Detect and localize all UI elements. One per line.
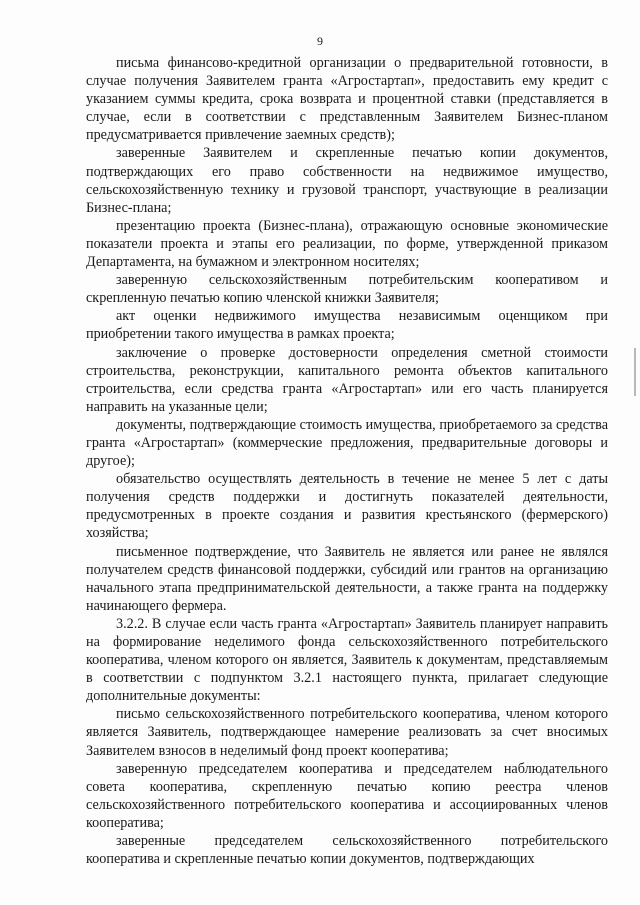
paragraph-cost-documents: документы, подтверждающие стоимость имущества, приобретаемого за средства гранта «Агростартап» (коммерческие предложения, предварительные договоры и другое);: [86, 416, 608, 470]
paragraph-membership-book: заверенную сельскохозяйственным потребительским кооперативом и скрепленную печатью копию членской книжки Заявителя;: [86, 272, 608, 307]
paragraph-cooperative-documents: заверенные председателем сельскохозяйственного потребительского кооператива и скрепленные печатью копии документов, подтверждающих: [86, 833, 608, 868]
page-number: 9: [317, 34, 323, 48]
paragraph-project-presentation: презентацию проекта (Бизнес-плана), отражающую основные экономические показатели проекта и этапы его реализации, по форме, утвержденной приказом Департамента, на бумажном и электронном носителях;: [86, 217, 608, 271]
paragraph-valuation-act: акт оценки недвижимого имущества независимым оценщиком при приобретении такого имущества в рамках проекта;: [86, 308, 608, 343]
paragraph-bank-letter: письма финансово-кредитной организации о предварительной готовности, в случае получения Заявителем гранта «Агростартап», предоставить ему кредит с указанием суммы кредита, срока возврата и процентной ставки (представляется в случае, если в соответствии с представленным Заявителем Бизнес-планом предусматривается привлечение заемных средств);: [86, 55, 608, 144]
paragraph-written-confirmation: письменное подтверждение, что Заявитель не является или ранее не являлся получателем средств финансовой поддержки, субсидий или грантов на организацию начального этапа предпринимательской деятельности, а также гранта на поддержку начинающего фермера.: [86, 543, 608, 614]
scan-edge-mark: [634, 348, 636, 396]
paragraph-property-documents: заверенные Заявителем и скрепленные печатью копии документов, подтверждающих его право собственности на недвижимое имущество, сельскохозяйственную технику и грузовой транспорт, участвующие в реализации Бизнес-плана;: [86, 145, 608, 216]
paragraph-cooperative-letter: письмо сельскохозяйственного потребительского кооператива, членом которого является Заявитель, подтверждающее намерение реализовать за счет вносимых Заявителем взносов в неделимый фонд проект кооператива;: [86, 706, 608, 759]
paragraph-activity-obligation: обязательство осуществлять деятельность в течение не менее 5 лет с даты получения средств поддержки и достигнуть показателей деятельности, предусмотренных в проекте создания и развития крестьянского (фермерского) хозяйства;: [86, 471, 608, 542]
paragraph-member-registry: заверенную председателем кооператива и председателем наблюдательного совета кооператива, скрепленную печатью копию реестра членов сельскохозяйственного потребительского кооператива и ассоциированных членов кооператива;: [86, 760, 608, 831]
paragraph-estimate-review: заключение о проверке достоверности определения сметной стоимости строительства, реконструкции, капитального ремонта объектов капитального строительства, если средства гранта «Агростартап» или его часть планируется направить на указанные цели;: [86, 344, 608, 415]
paragraph-section-3-2-2: 3.2.2. В случае если часть гранта «Агростартап» Заявитель планирует направить на формирование неделимого фонда сельскохозяйственного потребительского кооператива, членом которого он является, Заявитель к документам, представляемым в соответствии с подпунктом 3.2.1 настоящего пункта, прилагает следующие дополнительные документы:: [86, 615, 608, 705]
document-body: [86, 54, 608, 868]
